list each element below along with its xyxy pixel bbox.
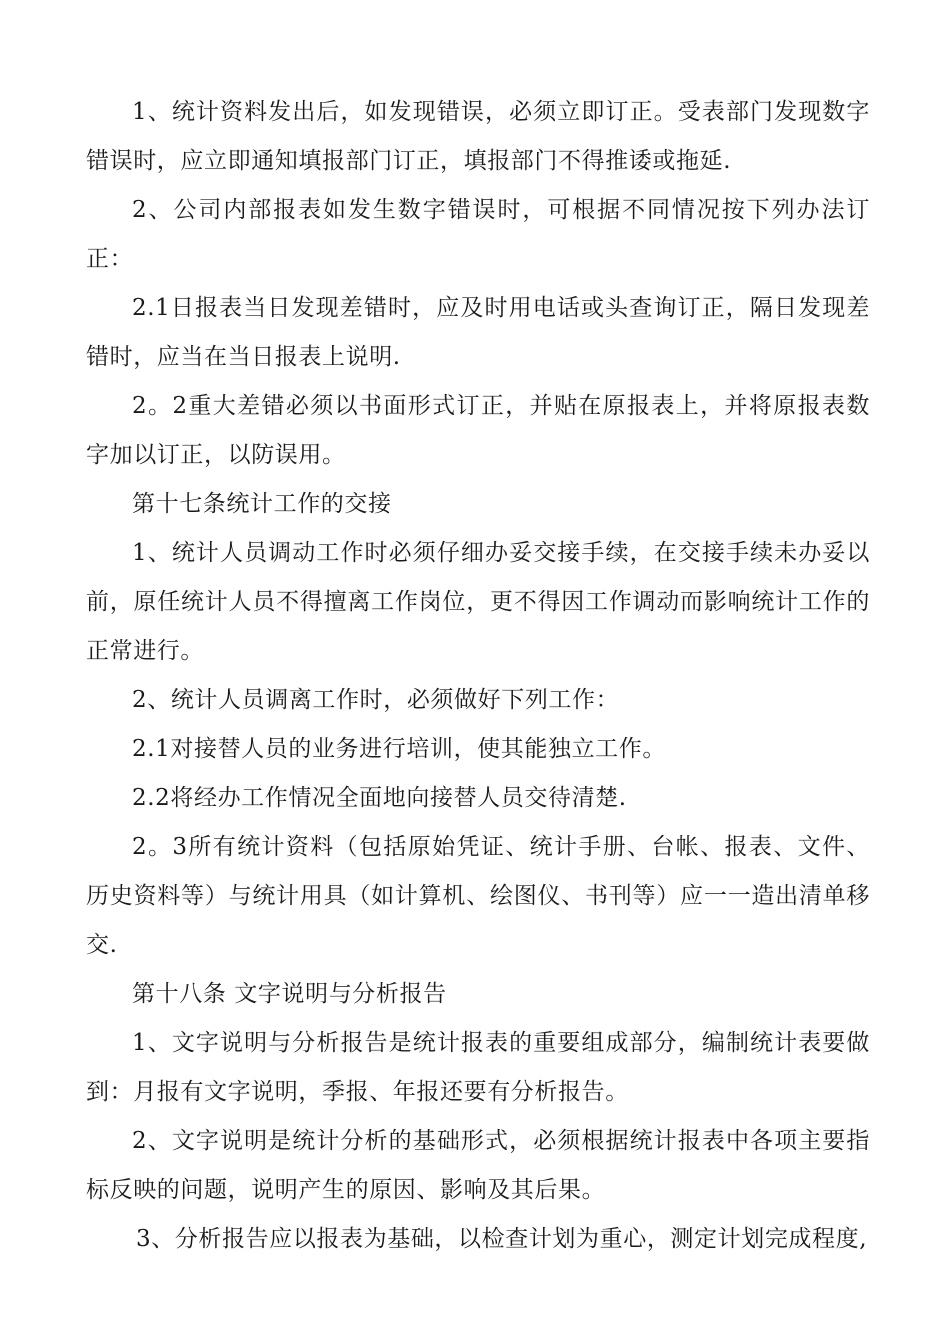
paragraph-report-1: 1、文字说明与分析报告是统计报表的重要组成部分，编制统计表要做到：月报有文字说明，季报、年报还要有分析报告。 (86, 1030, 870, 1105)
paragraph-correction-2: 2、公司内部报表如发生数字错误时，可根据不同情况按下列办法订正： (86, 197, 870, 272)
paragraph-report-3: 3、分析报告应以报表为基础，以检查计划为重心，测定计划完成程度, (136, 1226, 868, 1252)
paragraph-handover-2-3: 2。3所有统计资料（包括原始凭证、统计手册、台帐、报表、文件、历史资料等）与统计用具（如计算机、绘图仪、书刊等）应一一造出清单移交. (86, 834, 870, 958)
paragraph-correction-2-2: 2。2重大差错必须以书面形式订正，并贴在原报表上，并将原报表数字加以订正，以防误用。 (86, 393, 870, 468)
paragraph-correction-1: 1、统计资料发出后，如发现错误，必须立即订正。受表部门发现数字错误时，应立即通知填报部门订正，填报部门不得推诿或拖延. (86, 99, 870, 174)
paragraph-handover-1: 1、统计人员调动工作时必须仔细办妥交接手续，在交接手续未办妥以前，原任统计人员不得擅离工作岗位，更不得因工作调动而影响统计工作的正常进行。 (86, 540, 870, 664)
paragraph-correction-2-1: 2.1日报表当日发现差错时，应及时用电话或头查询订正，隔日发现差错时，应当在当日报表上说明. (86, 295, 870, 370)
document-body (86, 88, 870, 1264)
article-17-heading: 第十七条统计工作的交接 (132, 491, 392, 517)
paragraph-report-2: 2、文字说明是统计分析的基础形式，必须根据统计报表中各项主要指标反映的问题，说明产生的原因、影响及其后果。 (86, 1128, 870, 1203)
paragraph-handover-2: 2、统计人员调离工作时，必须做好下列工作： (132, 687, 620, 713)
article-18-heading: 第十八条 文字说明与分析报告 (132, 981, 447, 1007)
paragraph-handover-2-1: 2.1对接替人员的业务进行培训，使其能独立工作。 (132, 736, 666, 762)
paragraph-handover-2-2: 2.2将经办工作情况全面地向接替人员交待清楚. (132, 785, 627, 811)
